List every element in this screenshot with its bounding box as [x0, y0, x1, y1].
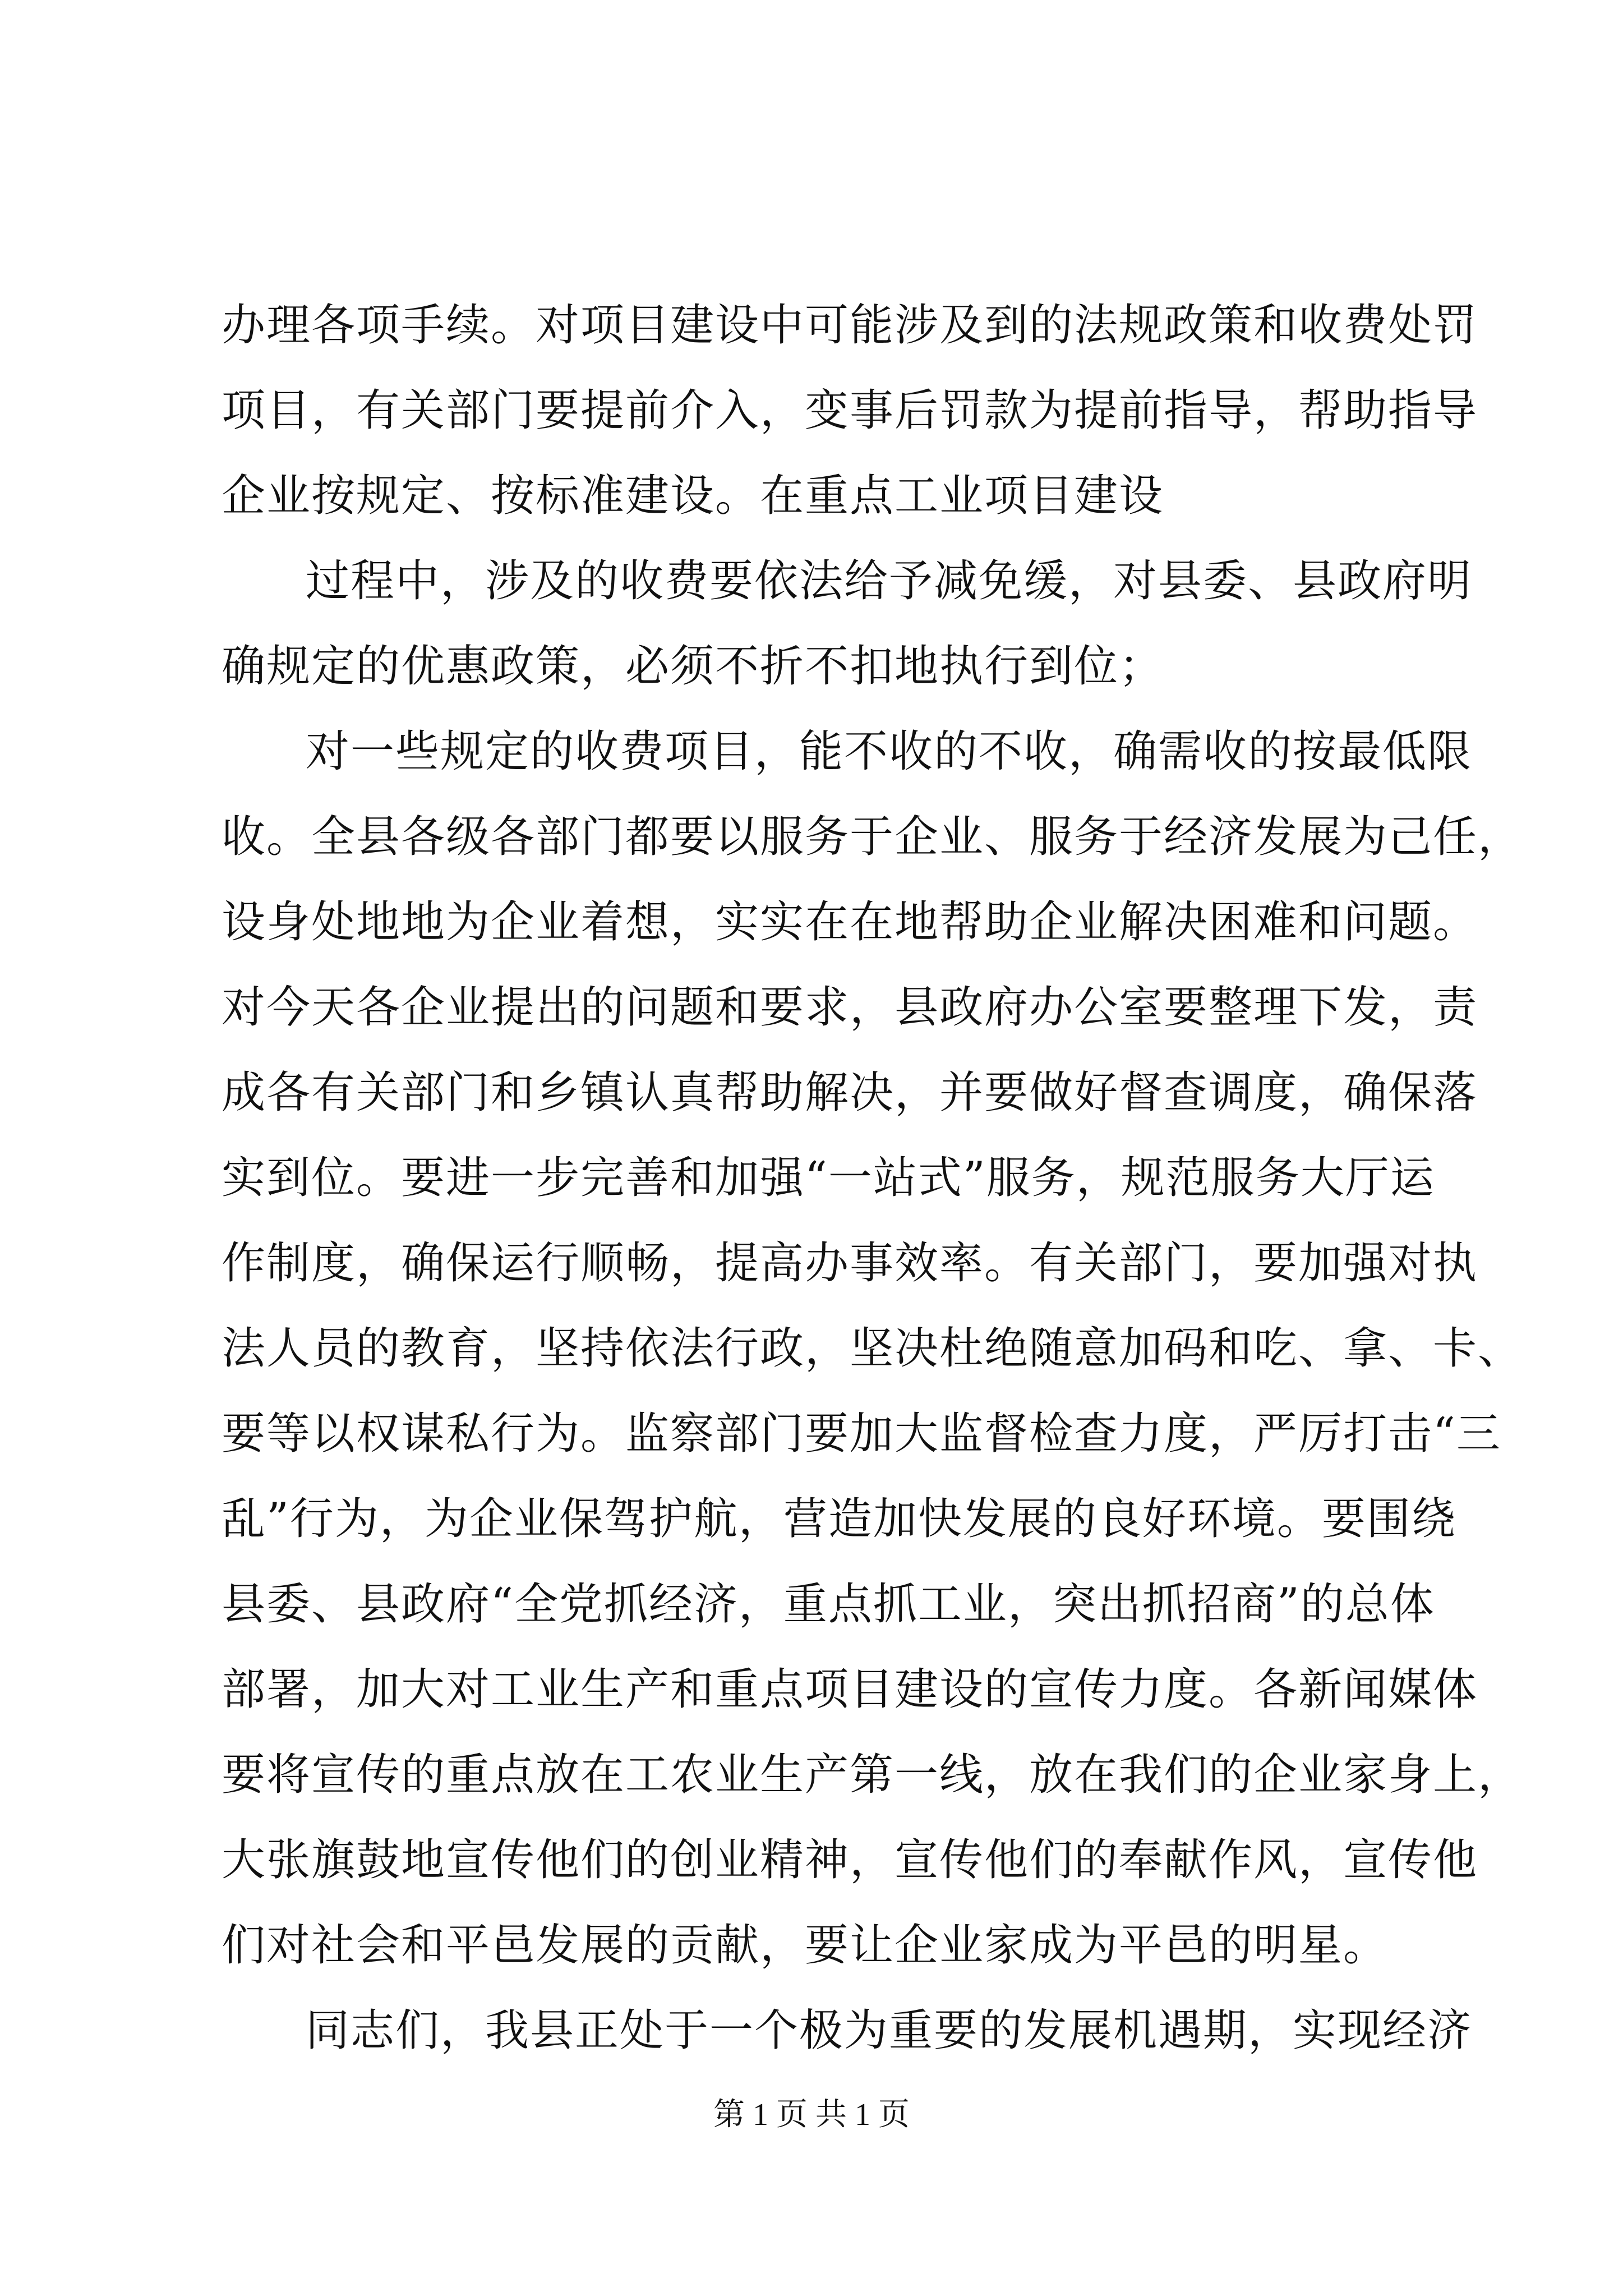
- text-line: 大张旗鼓地宣传他们的创业精神，宣传他们的奉献作风，宣传他: [222, 1835, 1478, 1885]
- text-line: 法人员的教育，坚持依法行政，坚决杜绝随意加码和吃、拿、卡、: [222, 1323, 1523, 1374]
- paragraph-first-line: 对一些规定的收费项目，能不收的不收，确需收的按最低限: [306, 726, 1473, 777]
- text-line: 乱”行为，为企业保驾护航，营造加快发展的良好环境。要围绕: [222, 1494, 1456, 1544]
- text-line: 办理各项手续。对项目建设中可能涉及到的法规政策和收费处罚: [222, 300, 1478, 351]
- text-line: 实到位。要进一步完善和加强“一站式”服务，规范服务大厅运: [222, 1153, 1435, 1203]
- text-line: 要将宣传的重点放在工农业生产第一线，放在我们的企业家身上，: [222, 1750, 1523, 1800]
- text-line: 要等以权谋私行为。监察部门要加大监督检查力度，严厉打击“三: [222, 1409, 1501, 1459]
- page-footer: 第 1 页 共 1 页: [713, 2097, 910, 2132]
- text-line: 们对社会和平邑发展的贡献，要让企业家成为平邑的明星。: [222, 1920, 1389, 1971]
- text-line: 设身处地地为企业着想，实实在在地帮助企业解决困难和问题。: [222, 897, 1478, 947]
- text-line: 确规定的优惠政策，必须不折不扣地执行到位；: [222, 641, 1164, 692]
- text-line: 部署，加大对工业生产和重点项目建设的宣传力度。各新闻媒体: [222, 1664, 1478, 1715]
- text-line: 项目，有关部门要提前介入，变事后罚款为提前指导，帮助指导: [222, 385, 1478, 436]
- paragraph-first-line: 同志们，我县正处于一个极为重要的发展机遇期，实现经济: [306, 2005, 1473, 2056]
- text-line: 对今天各企业提出的问题和要求，县政府办公室要整理下发，责: [222, 982, 1478, 1033]
- text-line: 作制度，确保运行顺畅，提高办事效率。有关部门，要加强对执: [222, 1238, 1478, 1289]
- text-line: 县委、县政府“全党抓经济，重点抓工业，突出抓招商”的总体: [222, 1579, 1435, 1630]
- text-line: 企业按规定、按标准建设。在重点工业项目建设: [222, 471, 1164, 521]
- text-line: 收。全县各级各部门都要以服务于企业、服务于经济发展为己任，: [222, 812, 1523, 862]
- paragraph-first-line: 过程中，涉及的收费要依法给予减免缓，对县委、县政府明: [306, 556, 1473, 606]
- text-line: 成各有关部门和乡镇认真帮助解决，并要做好督查调度，确保落: [222, 1068, 1478, 1118]
